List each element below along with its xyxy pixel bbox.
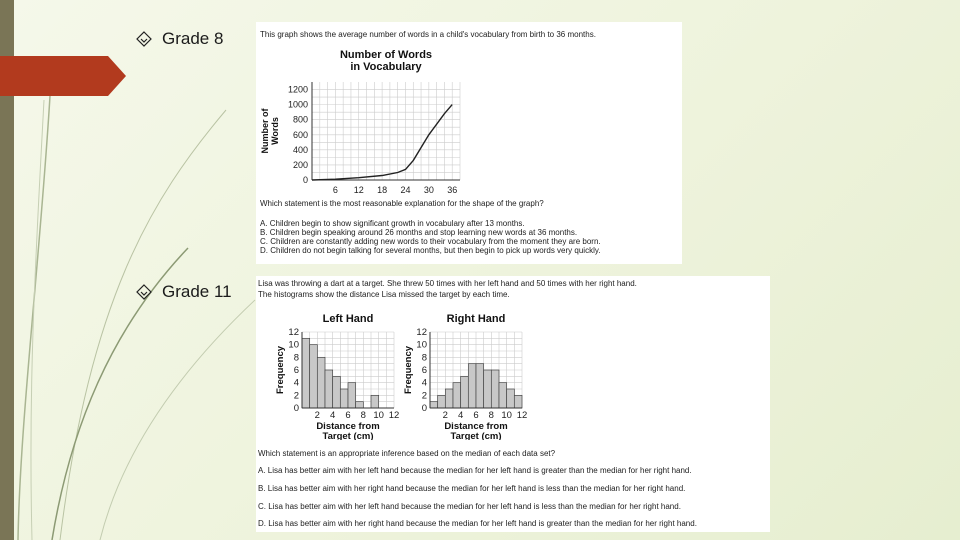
diamond-bullet-icon <box>136 31 152 47</box>
grade-8-option-a: A. Children begin to show significant growth in vocabulary after 13 months. <box>260 219 525 228</box>
histogram-bar <box>484 370 492 408</box>
chart-title-line-2: in Vocabulary <box>350 61 422 73</box>
y-tick-label: 200 <box>292 159 308 170</box>
y-tick-label: 1000 <box>287 99 308 110</box>
x-tick-label: 36 <box>447 185 458 194</box>
grade-8-intro: This graph shows the average number of words in a child's vocabulary from birth to 36 months. <box>260 30 596 39</box>
histogram-bar <box>491 370 499 408</box>
bullet-label: Grade 11 <box>162 282 232 301</box>
x-axis-label-line-2: Target (cm) <box>322 431 374 440</box>
x-tick-label: 6 <box>332 185 338 194</box>
y-tick-label: 0 <box>293 403 299 414</box>
y-tick-label: 12 <box>288 327 299 338</box>
x-tick-label: 10 <box>373 410 384 421</box>
grade-11-option-a: A. Lisa has better aim with her left hand because the median for her left hand is greater than the median for her right hand. <box>258 466 692 475</box>
grade-11-option-b: B. Lisa has better aim with her right hand because the median for her left hand is less than the median for her right hand. <box>258 484 686 493</box>
y-tick-label: 2 <box>293 390 299 402</box>
x-tick-label: 12 <box>353 185 364 194</box>
x-tick-label: 10 <box>501 410 512 421</box>
y-tick-label: 400 <box>292 144 308 155</box>
histogram-bar <box>356 402 364 408</box>
grade-11-option-c: C. Lisa has better aim with her left hand because the median for her left hand is less than the median for her right hand. <box>258 502 681 511</box>
histogram-bar <box>468 364 476 408</box>
y-tick-label: 6 <box>421 365 427 376</box>
y-tick-label: 10 <box>416 339 427 351</box>
right-hand-histogram <box>402 310 542 440</box>
histogram-bar <box>499 383 507 408</box>
bullet-label: Grade 8 <box>162 29 224 48</box>
y-tick-label: 4 <box>421 377 427 389</box>
x-tick-label: 4 <box>330 410 336 421</box>
y-tick-label: 4 <box>293 377 299 389</box>
x-tick-label: 6 <box>473 410 479 421</box>
histogram-bar <box>453 383 461 408</box>
x-tick-label: 2 <box>442 410 448 421</box>
x-tick-label: 6 <box>345 410 351 421</box>
x-tick-label: 8 <box>360 410 366 421</box>
histogram-bar <box>348 383 356 408</box>
histogram-bar <box>445 389 453 408</box>
x-tick-label: 12 <box>516 410 528 421</box>
y-tick-label: 0 <box>421 403 427 414</box>
x-tick-label: 2 <box>314 410 320 421</box>
vocabulary-line-chart <box>256 44 496 194</box>
y-tick-label: 6 <box>293 365 299 376</box>
histogram-bar <box>461 376 469 408</box>
grade-8-option-b: B. Children begin speaking around 26 months and stop learning new words at 36 months. <box>260 228 578 237</box>
y-tick-label: 600 <box>292 129 308 140</box>
grade-11-intro-1: Lisa was throwing a dart at a target. She threw 50 times with her left hand and 50 times with her right hand. <box>258 279 637 288</box>
histogram-bar <box>476 364 484 408</box>
histogram-bar <box>333 376 341 408</box>
grade-11-question-image <box>256 276 770 532</box>
x-tick-label: 12 <box>388 410 400 421</box>
x-tick-label: 30 <box>423 185 434 194</box>
y-tick-label: 12 <box>416 327 427 338</box>
y-tick-label: 8 <box>421 352 427 364</box>
y-tick-label: 10 <box>288 339 299 351</box>
y-tick-label: 800 <box>292 114 308 125</box>
histogram-bar <box>371 395 379 408</box>
y-tick-label: 2 <box>421 390 427 402</box>
grade-11-option-d: D. Lisa has better aim with her right hand because the median for her left hand is greater than the median for her right hand. <box>258 519 697 528</box>
histogram-bar <box>325 370 333 408</box>
chart-title-line-1: Number of Words <box>339 49 433 61</box>
grade-8-option-d: D. Children do not begin talking for several months, but then begin to pick up words very quickly. <box>260 246 601 255</box>
left-hand-histogram <box>274 310 414 440</box>
histogram-bar <box>340 389 348 408</box>
x-axis-label-line-1: Distance from <box>316 421 380 432</box>
x-tick-label: 4 <box>458 410 464 421</box>
histogram-bar <box>310 345 318 408</box>
title-accent-tab <box>0 56 126 96</box>
bullet-grade-8 <box>136 29 223 49</box>
grade-11-question: Which statement is an appropriate inference based on the median of each data set? <box>258 449 556 458</box>
x-axis-label-line-2: Target (cm) <box>450 431 502 440</box>
grade-8-option-c: C. Children are constantly adding new words to their vocabulary from the moment they are born. <box>260 237 601 246</box>
y-tick-label: 8 <box>293 352 299 364</box>
y-tick-label: 0 <box>302 175 308 185</box>
y-tick-label: 1200 <box>287 84 308 95</box>
x-axis-label-line-1: Distance from <box>444 421 508 432</box>
x-tick-label: 24 <box>400 185 411 194</box>
grade-8-question: Which statement is the most reasonable explanation for the shape of the graph? <box>260 199 544 208</box>
histogram-title: Right Hand <box>446 313 506 325</box>
y-axis-label: Frequency <box>275 345 286 395</box>
histogram-bar <box>302 338 310 408</box>
grade-11-intro-2: The histograms show the distance Lisa missed the target by each time. <box>258 290 510 299</box>
bullet-grade-11 <box>136 282 232 302</box>
y-axis-label-line-2: Words <box>270 117 280 145</box>
histogram-bar <box>430 402 438 408</box>
y-axis-label: Frequency <box>403 345 414 395</box>
histogram-bar <box>317 357 325 408</box>
histogram-title: Left Hand <box>322 313 374 325</box>
histogram-bar <box>514 395 522 408</box>
grade-8-question-image <box>256 22 682 264</box>
x-tick-label: 8 <box>488 410 494 421</box>
histogram-bar <box>507 389 515 408</box>
x-tick-label: 18 <box>377 185 388 194</box>
diamond-bullet-icon <box>136 284 152 300</box>
histogram-bar <box>438 395 446 408</box>
y-axis-label-line-1: Number of <box>260 108 270 154</box>
